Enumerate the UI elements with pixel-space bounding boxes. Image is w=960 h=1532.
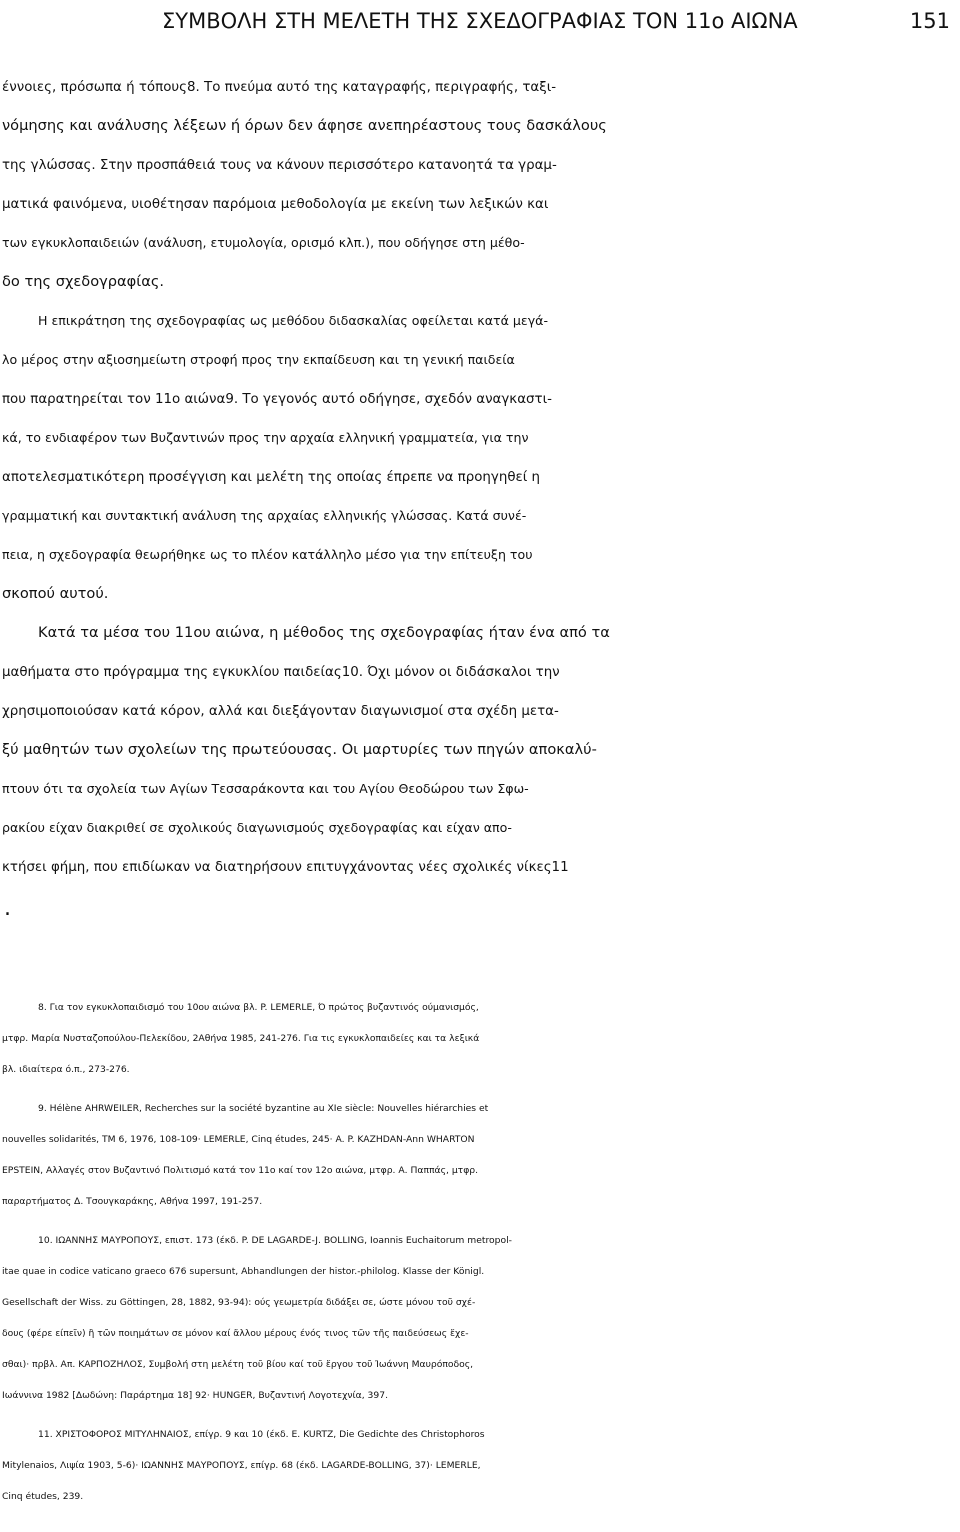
body-line: Κατά τα μέσα του 11ου αιώνα, η μέθοδος της σχεδογραφίας ήταν ένα από τα <box>38 624 610 641</box>
body-line: κά, το ενδιαφέρον των Βυζαντινών προς την αρχαία ελληνική γραμματεία, για την <box>2 430 529 445</box>
body-line: που παρατηρείται τον 11ο αιώνα9. Το γεγονός αυτό οδήγησε, σχεδόν αναγκαστι- <box>2 392 552 407</box>
page-number: 151 <box>909 9 950 33</box>
running-title: ΣΥΜΒΟΛΗ ΣΤΗ ΜΕΛΕΤΗ ΤΗΣ ΣΧΕΔΟΓΡΑΦΙΑΣ ΤΟΝ 11ο ΑΙΩΝΑ <box>162 9 798 33</box>
trailing-dot: . <box>4 896 11 921</box>
footnote-line: σθαι)· πρβλ. Απ. ΚΑΡΠΟΖΗΛΟΣ, Συμβολή στη μελέτη τοῦ βίου καί τοῦ ἔργου τοῦ Ἰωάννη Μαυρόποδος, <box>2 1359 474 1370</box>
body-line: αποτελεσματικότερη προσέγγιση και μελέτη της οποίας έπρεπε να προηγηθεί η <box>2 470 541 485</box>
footnote-line: 10. ΙΩΑΝΝΗΣ ΜΑΥΡΟΠΟΥΣ, επιστ. 173 (έκδ. P. DE LAGARDE-J. BOLLING, Ioannis Euchaitorum metropol- <box>38 1235 512 1246</box>
body-line: γραμματική και συντακτική ανάλυση της αρχαίας ελληνικής γλώσσας. Κατά συνέ- <box>2 508 527 523</box>
footnote-line: μτφρ. Μαρία Νυσταζοπούλου-Πελεκίδου, 2Αθήνα 1985, 241-276. Για τις εγκυκλοπαιδείες και τα λεξικά <box>2 1033 480 1044</box>
footnote-line: itae quae in codice vaticano graeco 676 supersunt, Abhandlungen der histor.-philolog. Klasse der Königl. <box>2 1266 485 1277</box>
footnote-line: δους (φέρε είπεῖν) ἢ τῶν ποιημάτων σε μόνον καί ἄλλου μέρους ένός τινος τῶν τῆς παιδεύσεως ἔχε- <box>2 1328 469 1339</box>
footnote-line: βλ. ιδιαίτερα ό.π., 273-276. <box>2 1064 130 1075</box>
footnote-line: Mitylenaios, Λιψία 1903, 5-6)· ΙΩΑΝΝΗΣ ΜΑΥΡΟΠΟΥΣ, επίγρ. 68 (έκδ. LAGARDE-BOLLING, 37)· LEMERLE, <box>2 1460 481 1471</box>
body-line: της γλώσσας. Στην προσπάθειά τους να κάνουν περισσότερο κατανοητά τα γραμ- <box>2 158 557 173</box>
footnote-line: παραρτήματος Δ. Τσουγκαράκης, Αθήνα 1997, 191-257. <box>2 1196 263 1207</box>
body-line: λο μέρος στην αξιοσημείωτη στροφή προς την εκπαίδευση και τη γενική παιδεία <box>2 352 515 367</box>
footnote-line: nouvelles solidarités, TM 6, 1976, 108-109· LEMERLE, Cinq études, 245· A. P. KAZHDAN-Ann WHARTON <box>2 1134 475 1145</box>
running-header <box>0 6 960 36</box>
body-line: δο της σχεδογραφίας. <box>2 273 165 290</box>
body-line: πτουν ότι τα σχολεία των Αγίων Τεσσαράκοντα και του Αγίου Θεοδώρου των Σφω- <box>2 781 529 796</box>
body-line: νόμησης και ανάλυσης λέξεων ή όρων δεν άφησε ανεπηρέαστους τους δασκάλους <box>2 117 607 134</box>
body-line: των εγκυκλοπαιδειών (ανάλυση, ετυμολογία, ορισμό κλπ.), που οδήγησε στη μέθο- <box>2 235 525 250</box>
footnotes <box>0 992 960 1512</box>
body-line: μαθήματα στο πρόγραμμα της εγκυκλίου παιδείας10. Όχι μόνον οι διδάσκαλοι την <box>2 665 560 680</box>
footnote-line: Cinq études, 239. <box>2 1491 84 1502</box>
footnote-line: 8. Για τον εγκυκλοπαιδισμό του 10ου αιώνα βλ. P. LEMERLE, Ό πρώτος βυζαντινός ούμανισμός, <box>38 1002 479 1013</box>
footnote-line: 11. ΧΡΙΣΤΟΦΟΡΟΣ ΜΙΤΥΛΗΝΑΙΟΣ, επίγρ. 9 και 10 (έκδ. E. KURTZ, Die Gedichte des Christophoros <box>38 1429 485 1440</box>
footnote-line: Ιωάννινα 1982 [Δωδώνη: Παράρτημα 18] 92· HUNGER, Βυζαντινή Λογοτεχνία, 397. <box>2 1390 389 1401</box>
body-line: ρακίου είχαν διακριθεί σε σχολικούς διαγωνισμούς σχεδογραφίας και είχαν απο- <box>2 820 512 835</box>
body-line: έννοιες, πρόσωπα ή τόπους8. Το πνεύμα αυτό της καταγραφής, περιγραφής, ταξι- <box>2 80 557 95</box>
body-line: Η επικράτηση της σχεδογραφίας ως μεθόδου διδασκαλίας οφείλεται κατά μεγά- <box>38 313 548 328</box>
body-line: πεια, η σχεδογραφία θεωρήθηκε ως το πλέον κατάλληλο μέσο για την επίτευξη του <box>2 547 533 562</box>
body-line: ματικά φαινόμενα, υιοθέτησαν παρόμοια μεθοδολογία με εκείνη των λεξικών και <box>2 197 549 212</box>
body-line: χρησιμοποιούσαν κατά κόρον, αλλά και διεξάγονταν διαγωνισμοί στα σχέδη μετα- <box>2 704 559 719</box>
main-text <box>0 65 960 884</box>
footnote-line: Gesellschaft der Wiss. zu Göttingen, 28, 1882, 93-94): ούς γεωμετρία διδάξει σε, ώστε μόνου τοῦ σχέ- <box>2 1297 476 1308</box>
body-line: σκοπού αυτού. <box>2 585 109 602</box>
body-line: κτήσει φήμη, που επιδίωκαν να διατηρήσουν επιτυγχάνοντας νέες σχολικές νίκες11 <box>2 860 569 875</box>
footnote-line: EPSTEIN, Αλλαγές στον Βυζαντινό Πολιτισμό κατά τον 11ο καί τον 12ο αιώνα, μτφρ. Α. Παππάς, μτφρ. <box>2 1165 479 1176</box>
footnote-line: 9. Hélène AHRWEILER, Recherches sur la société byzantine au XIe siècle: Nouvelles hiérarchies et <box>38 1103 489 1114</box>
body-line: ξύ μαθητών των σχολείων της πρωτεύουσας. Οι μαρτυρίες των πηγών αποκαλύ- <box>2 741 597 758</box>
